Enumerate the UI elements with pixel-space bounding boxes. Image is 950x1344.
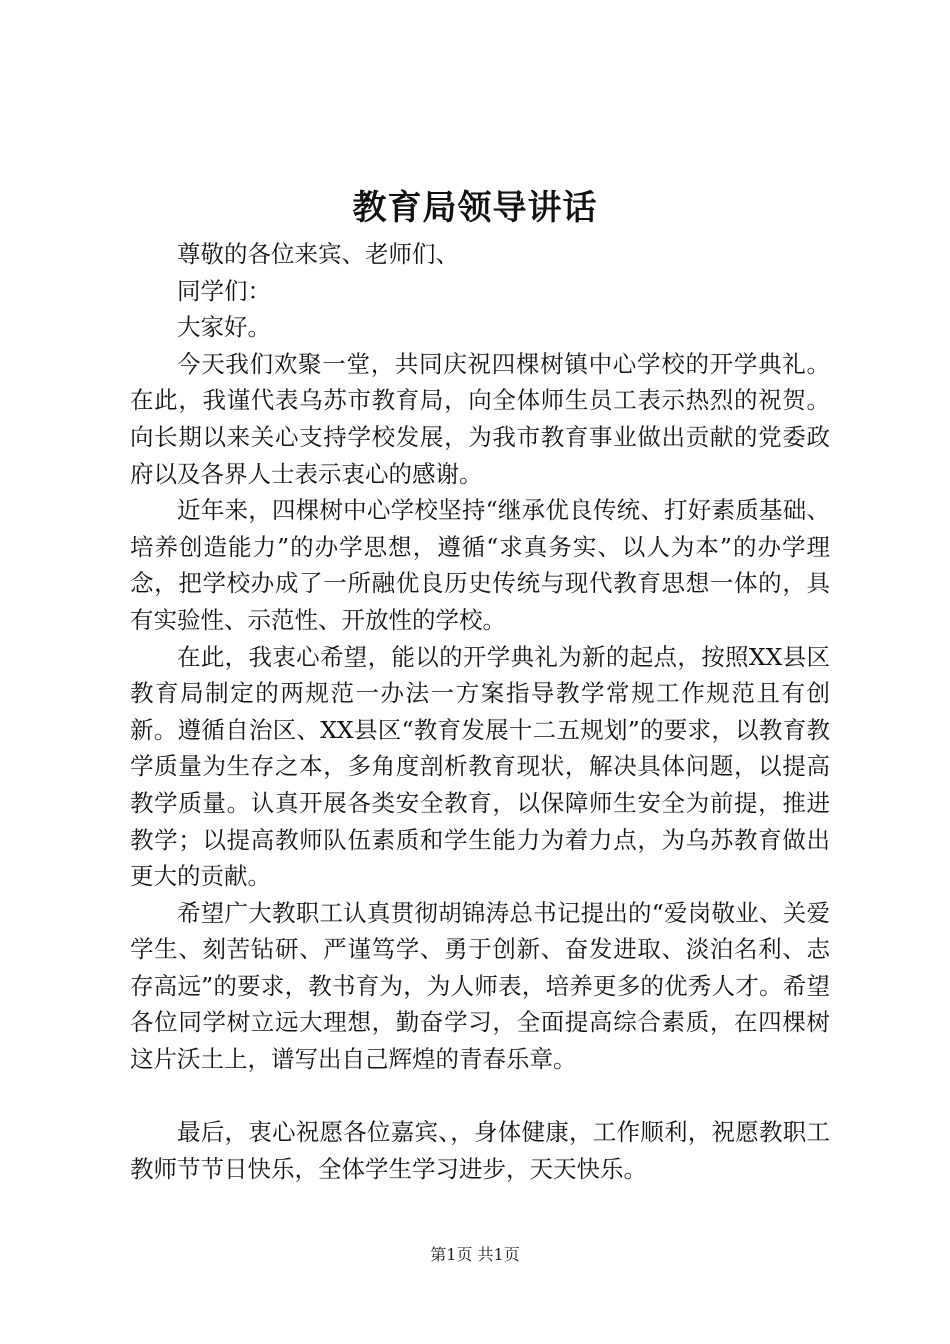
paragraph-school-philosophy: 近年来，四棵树中心学校坚持“继承优良传统、打好素质基础、培养创造能力”的办学思想，遵循“求真务实、以人为本”的办学理念，把学校办成了一所融优良历史传统与现代教育思想一体的，具有实验性、示范性、开放性的学校。 <box>130 496 830 634</box>
document-body <box>130 236 830 1187</box>
salutation-line-1: 尊敬的各位来宾、老师们、 <box>177 240 459 268</box>
salutation-line-2: 同学们： <box>177 276 271 305</box>
paragraph-celebration: 今天我们欢聚一堂，共同庆祝四棵树镇中心学校的开学典礼。在此，我谨代表乌苏市教育局，向全体师生员工表示热烈的祝贺。向长期以来关心支持学校发展，为我市教育事业做出贡献的党委政府以及各界人士表示衷心的感谢。 <box>130 349 830 488</box>
paragraph-expectations: 希望广大教职工认真贯彻胡锦涛总书记提出的“爱岗敬业、关爱学生、刻苦钻研、严谨笃学、勇于创新、奋发进取、淡泊名利、志存高远”的要求，教书育为，为人师表，培养更多的优秀人才。希望各位同学树立远大理想，勤奋学习，全面提高综合素质，在四棵树这片沃土上，谱写出自己辉煌的青春乐章。 <box>130 898 830 1074</box>
page-number-footer: 第1页 共1页 <box>430 1245 520 1264</box>
document-title: 教育局领导讲话 <box>352 188 598 228</box>
paragraph-hopes: 在此，我衷心希望，能以的开学典礼为新的起点，按照XX县区教育局制定的两规范一办法一方案指导教学常规工作规范且有创新。遵循自治区、XX县区“教育发展十二五规划”的要求，以教育教学质量为生存之本，多角度剖析教育现状，解决具体问题，以提高教学质量。认真开展各类安全教育，以保障师生安全为前提，推进教学；以提高教师队伍素质和学生能力为着力点，为乌苏教育做出更大的贡献。 <box>130 642 830 891</box>
paragraph-closing: 最后，衷心祝愿各位嘉宾、，身体健康，工作顺利，祝愿教职工教师节节日快乐，全体学生学习进步，天天快乐。 <box>130 1118 830 1183</box>
greeting: 大家好。 <box>177 313 271 342</box>
